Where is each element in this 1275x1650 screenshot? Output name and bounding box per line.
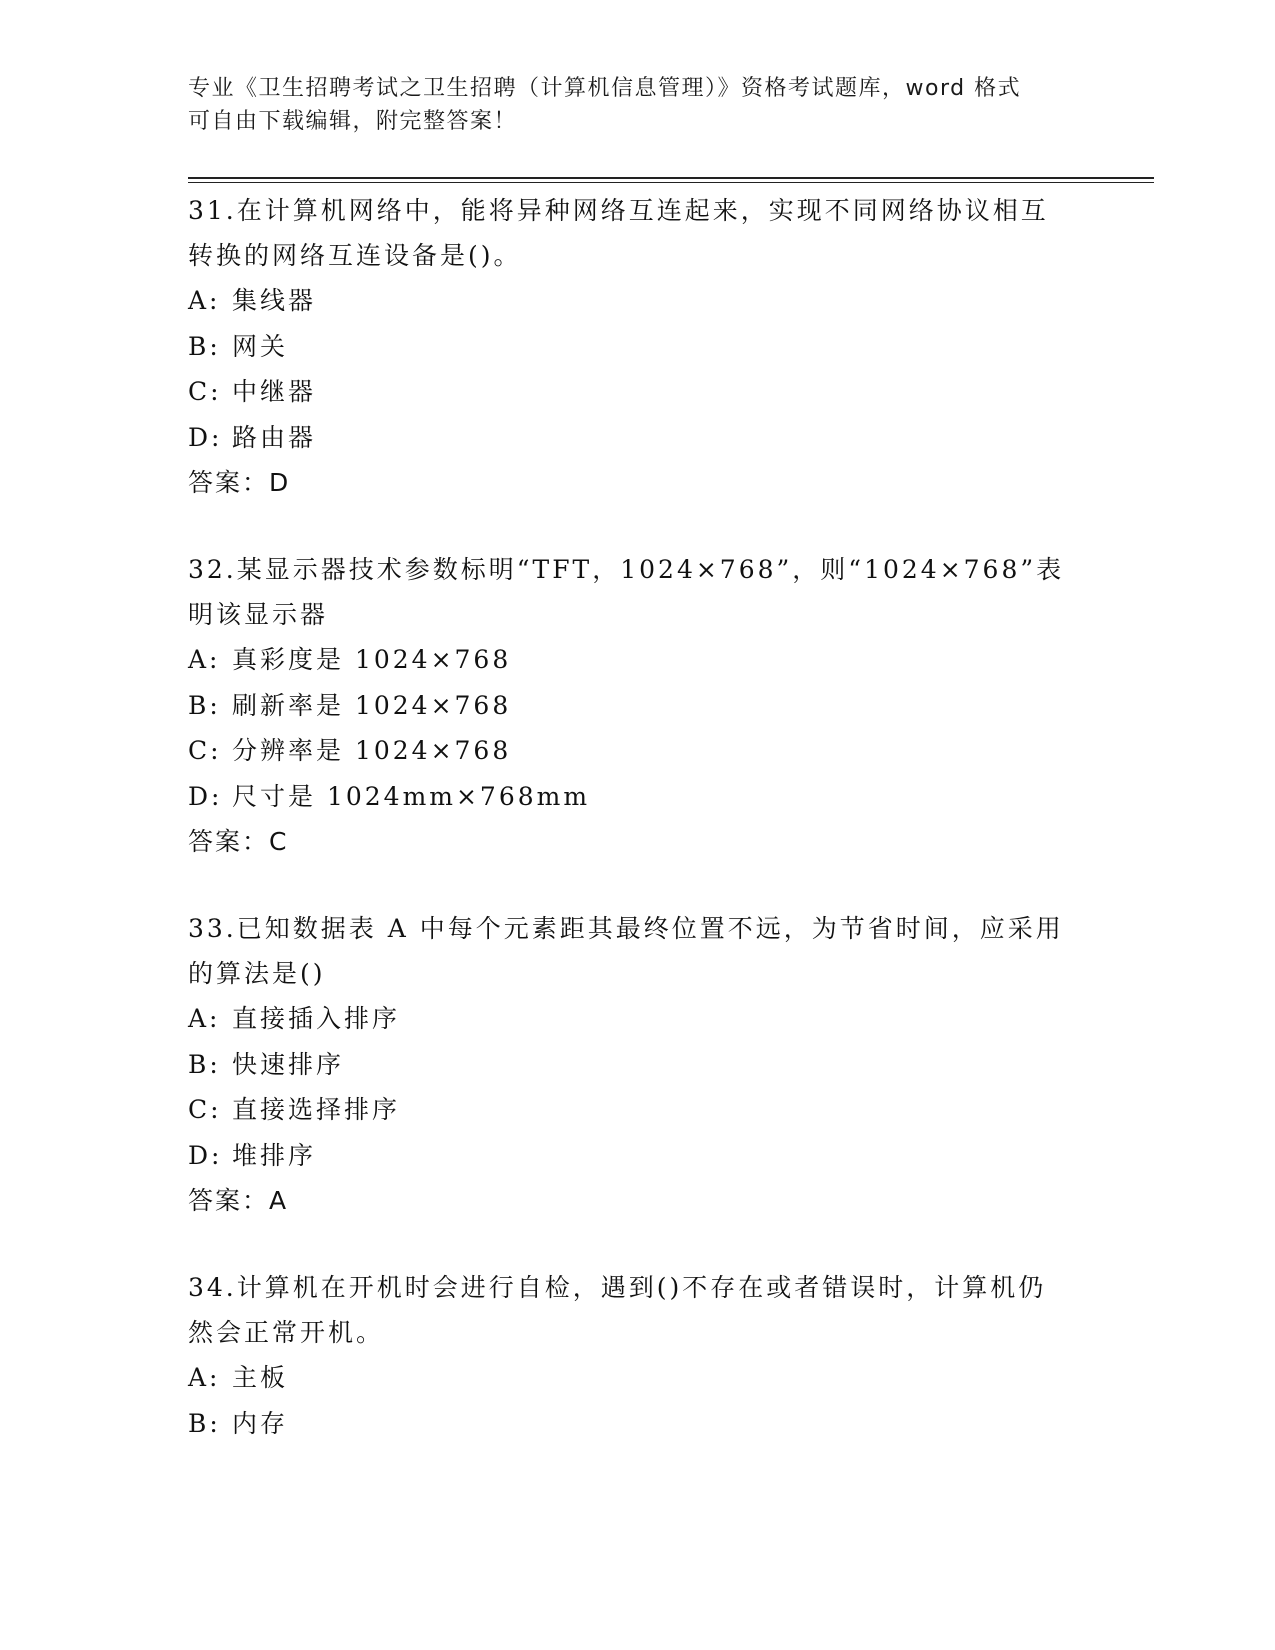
option-b	[188, 683, 1088, 729]
option-letter: A:	[188, 1363, 221, 1392]
question-text-line: 的算法是()	[188, 959, 326, 988]
option-a	[188, 1355, 1088, 1401]
option-letter: D:	[188, 422, 223, 452]
question-list	[188, 188, 1088, 1488]
option-a	[188, 278, 1088, 324]
option-text: 路由器	[232, 422, 317, 452]
option-letter: D:	[188, 781, 223, 811]
header-divider-thick	[188, 177, 1154, 179]
option-letter: B:	[188, 1049, 221, 1079]
option-text: 快速排序	[232, 1049, 345, 1079]
option-text: 直接选择排序	[232, 1095, 401, 1124]
question-33	[188, 906, 1088, 1223]
option-letter: B:	[188, 1408, 221, 1438]
option-b	[188, 1042, 1088, 1088]
option-letter: A:	[188, 645, 221, 674]
header-line-1: 专业《卫生招聘考试之卫生招聘（计算机信息管理）》资格考试题库，word 格式	[188, 76, 1022, 101]
header-line-2: 可自由下载编辑，附完整答案！	[188, 109, 518, 134]
question-text-line: 32.某显示器技术参数标明“TFT，1024×768”，则“1024×768”表	[188, 555, 1065, 584]
option-text: 主板	[232, 1363, 289, 1392]
question-text-line: 31.在计算机网络中，能将异种网络互连起来，实现不同网络协议相互	[188, 196, 1049, 225]
option-text: 真彩度是 1024×768	[232, 645, 512, 674]
question-text-line: 转换的网络互连设备是()。	[188, 241, 522, 270]
question-text	[188, 188, 1088, 278]
question-32	[188, 547, 1088, 864]
option-text: 堆排序	[232, 1140, 317, 1170]
question-31	[188, 188, 1088, 505]
option-text: 网关	[232, 331, 289, 361]
question-34	[188, 1265, 1088, 1446]
option-b	[188, 324, 1088, 370]
option-d	[188, 774, 1088, 820]
option-letter: D:	[188, 1140, 223, 1170]
answer-line: 答案：D	[188, 468, 291, 497]
question-text	[188, 1265, 1088, 1355]
option-text: 直接插入排序	[232, 1004, 401, 1033]
option-c	[188, 728, 1088, 774]
option-b	[188, 1401, 1088, 1447]
option-letter: B:	[188, 690, 221, 720]
option-letter: C:	[188, 377, 222, 406]
question-text-line: 34.计算机在开机时会进行自检，遇到()不存在或者错误时，计算机仍	[188, 1273, 1047, 1302]
option-c	[188, 1087, 1088, 1133]
question-text-line: 然会正常开机。	[188, 1318, 385, 1347]
option-letter: A:	[188, 1004, 221, 1033]
question-text	[188, 547, 1088, 637]
option-d	[188, 1133, 1088, 1179]
option-text: 尺寸是 1024mm×768mm	[232, 781, 591, 811]
question-text-line: 明该显示器	[188, 600, 329, 629]
option-text: 刷新率是 1024×768	[232, 690, 512, 720]
option-letter: C:	[188, 736, 222, 765]
option-letter: B:	[188, 331, 221, 361]
option-c	[188, 369, 1088, 415]
option-text: 分辨率是 1024×768	[232, 736, 512, 765]
option-letter: A:	[188, 286, 221, 315]
option-text: 内存	[232, 1408, 289, 1438]
question-text	[188, 906, 1088, 996]
option-d	[188, 415, 1088, 461]
option-text: 中继器	[232, 377, 317, 406]
answer-line: 答案：C	[188, 827, 289, 856]
option-text: 集线器	[232, 286, 317, 315]
document-header	[188, 72, 1088, 138]
header-divider-thin	[188, 182, 1154, 183]
option-a	[188, 637, 1088, 683]
answer-line: 答案：A	[188, 1186, 289, 1215]
question-text-line: 33.已知数据表 A 中每个元素距其最终位置不远，为节省时间，应采用	[188, 914, 1064, 943]
option-letter: C:	[188, 1095, 222, 1124]
option-a	[188, 996, 1088, 1042]
